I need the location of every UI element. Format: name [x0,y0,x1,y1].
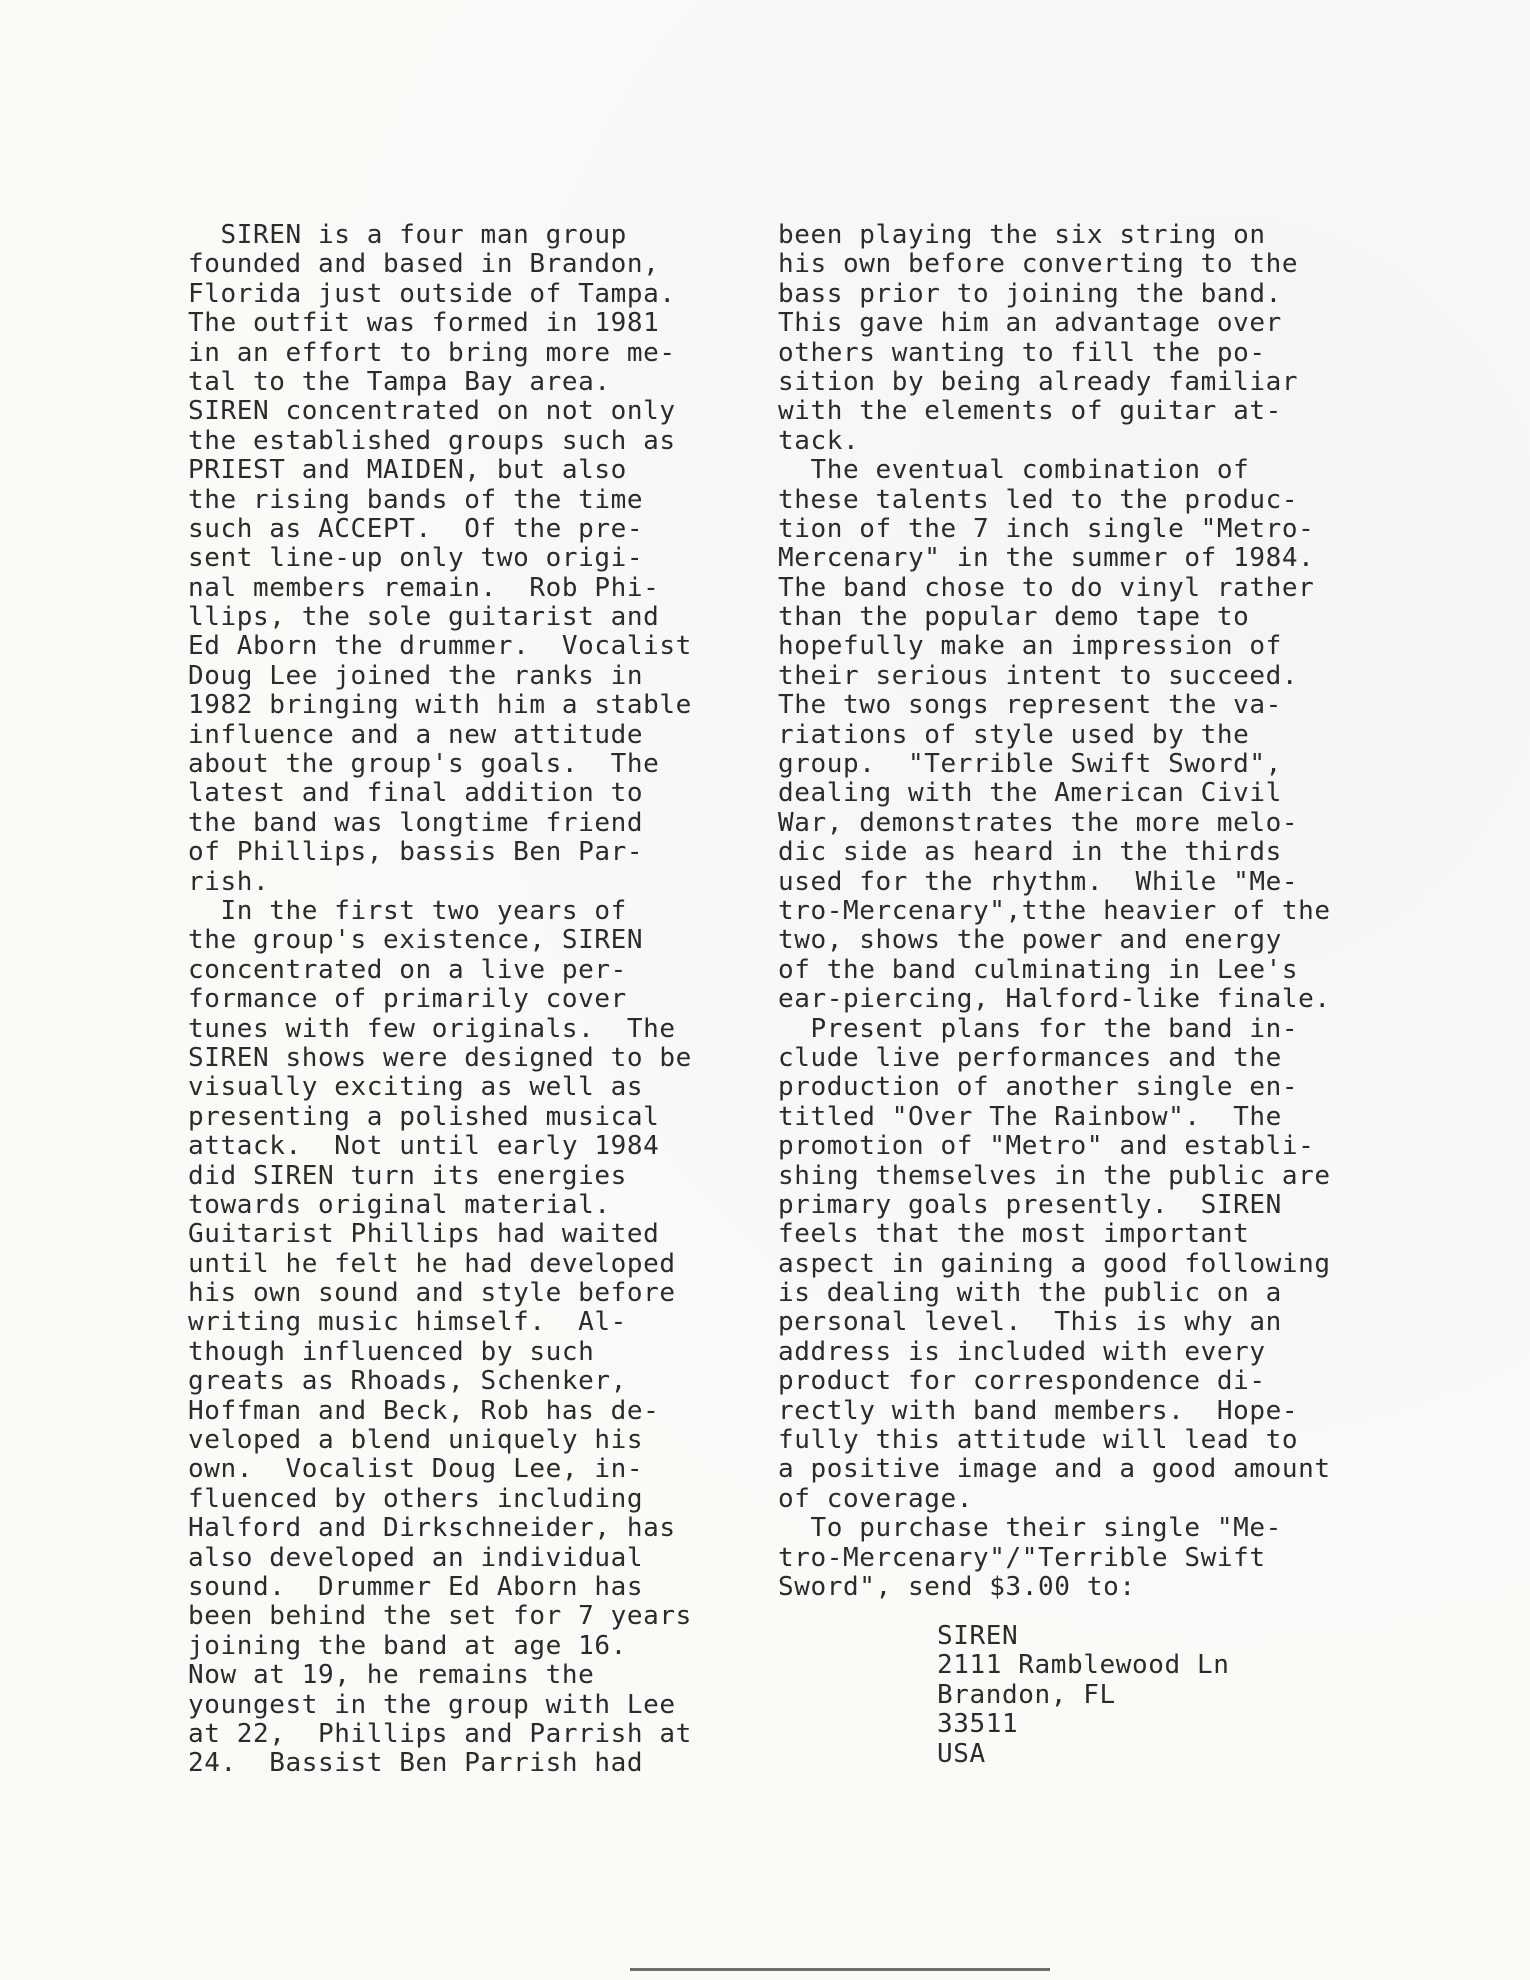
article-line: 1982 bringing with him a stable [188,690,692,721]
article-line: dic side as heard in the thirds [778,837,1282,868]
article-line: PRIEST and MAIDEN, but also [188,455,627,486]
article-line: aspect in gaining a good following [778,1248,1331,1279]
article-line: of Phillips, bassis Ben Par- [188,837,644,868]
article-line: SIREN shows were designed to be [188,1042,692,1073]
article-line: Present plans for the band in- [778,1013,1299,1044]
article-line: these talents led to the produc- [778,484,1299,515]
article-line: two, shows the power and energy [778,925,1282,956]
bottom-rule [630,1968,1050,1971]
article-line: visually exciting as well as [188,1072,644,1103]
article-line: feels that the most important [778,1219,1250,1250]
article-line: riations of style used by the [778,719,1250,750]
article-line: the rising bands of the time [188,484,644,515]
article-line: joining the band at age 16. [188,1630,627,1661]
article-line: of the band culminating in Lee's [778,954,1299,985]
article-line: his own sound and style before [188,1278,676,1309]
article-line: SIREN concentrated on not only [188,396,676,427]
article-line: their serious intent to succeed. [778,660,1299,691]
article-line: attack. Not until early 1984 [188,1131,660,1162]
article-line: shing themselves in the public are [778,1160,1331,1191]
article-line: promotion of "Metro" and establi- [778,1131,1315,1162]
article-line: Hoffman and Beck, Rob has de- [188,1395,660,1426]
article-line: did SIREN turn its energies [188,1160,627,1191]
address-line: Brandon, FL [937,1679,1116,1710]
article-line: hopefully make an impression of [778,631,1282,662]
article-line: towards original material. [188,1189,611,1220]
article-line: The two songs represent the va- [778,690,1282,721]
article-line: ear-piercing, Halford-like finale. [778,984,1331,1015]
article-line: tal to the Tampa Bay area. [188,366,611,397]
article-line: In the first two years of [188,895,627,926]
article-line: nal members remain. Rob Phi- [188,572,660,603]
article-line: This gave him an advantage over [778,308,1282,339]
article-line: Sword", send $3.00 to: [778,1571,1136,1602]
article-line: The band chose to do vinyl rather [778,572,1315,603]
article-line: also developed an individual [188,1542,644,1573]
address-line: 33511 [937,1709,1019,1740]
article-right-column [778,221,1331,1602]
article-line: dealing with the American Civil [778,778,1282,809]
article-line: tion of the 7 inch single "Metro- [778,513,1315,544]
article-line: Halford and Dirkschneider, has [188,1513,676,1544]
article-line: own. Vocalist Doug Lee, in- [188,1454,644,1485]
article-line: concentrated on a live per- [188,954,627,985]
article-line: the established groups such as [188,425,676,456]
article-line: tunes with few originals. The [188,1013,676,1044]
article-line: titled "Over The Rainbow". The [778,1101,1282,1132]
article-line: influence and a new attitude [188,719,644,750]
article-line: personal level. This is why an [778,1307,1282,1338]
article-line: clude live performances and the [778,1042,1282,1073]
article-line: llips, the sole guitarist and [188,602,660,633]
article-line: group. "Terrible Swift Sword", [778,749,1282,780]
article-line: with the elements of guitar at- [778,396,1282,427]
article-line: of coverage. [778,1483,974,1514]
article-line: sound. Drummer Ed Aborn has [188,1571,644,1602]
article-line: youngest in the group with Lee [188,1689,676,1720]
article-line: tro-Mercenary",tthe heavier of the [778,895,1331,926]
mailing-address [937,1622,1230,1769]
article-line: founded and based in Brandon, [188,249,660,280]
article-line: though influenced by such [188,1336,595,1367]
article-line: Doug Lee joined the ranks in [188,660,644,691]
article-line: others wanting to fill the po- [778,337,1266,368]
article-line: Ed Aborn the drummer. Vocalist [188,631,692,662]
article-line: Mercenary" in the summer of 1984. [778,543,1315,574]
article-line: Guitarist Phillips had waited [188,1219,660,1250]
article-line: production of another single en- [778,1072,1299,1103]
article-line: The eventual combination of [778,455,1250,486]
article-line: veloped a blend uniquely his [188,1425,644,1456]
article-line: is dealing with the public on a [778,1278,1282,1309]
article-line: primary goals presently. SIREN [778,1189,1282,1220]
article-line: 24. Bassist Ben Parrish had [188,1748,644,1779]
article-line: bass prior to joining the band. [778,278,1282,309]
article-line: his own before converting to the [778,249,1299,280]
article-line: sition by being already familiar [778,366,1299,397]
article-line: SIREN is a four man group [188,220,627,250]
article-line: tro-Mercenary"/"Terrible Swift [778,1542,1266,1573]
address-line: 2111 Ramblewood Ln [937,1650,1230,1681]
article-line: The outfit was formed in 1981 [188,308,660,339]
article-line: been behind the set for 7 years [188,1601,692,1632]
article-line: until he felt he had developed [188,1248,676,1279]
article-line: than the popular demo tape to [778,602,1250,633]
article-line: Florida just outside of Tampa. [188,278,676,309]
article-left-column [188,221,692,1779]
article-line: To purchase their single "Me- [778,1513,1282,1544]
article-line: formance of primarily cover [188,984,627,1015]
article-line: fully this attitude will lead to [778,1425,1299,1456]
address-line: USA [937,1738,986,1769]
article-line: a positive image and a good amount [778,1454,1331,1485]
article-line: War, demonstrates the more melo- [778,807,1299,838]
article-line: in an effort to bring more me- [188,337,676,368]
article-line: latest and final addition to [188,778,644,809]
article-line: the group's existence, SIREN [188,925,644,956]
article-line: greats as Rhoads, Schenker, [188,1366,627,1397]
article-line: sent line-up only two origi- [188,543,644,574]
address-line: SIREN [937,1621,1019,1651]
article-line: rish. [188,866,270,897]
article-line: rectly with band members. Hope- [778,1395,1299,1426]
article-line: address is included with every [778,1336,1266,1367]
article-line: writing music himself. Al- [188,1307,627,1338]
article-line: tack. [778,425,860,456]
article-line: used for the rhythm. While "Me- [778,866,1299,897]
article-line: the band was longtime friend [188,807,644,838]
article-line: product for correspondence di- [778,1366,1266,1397]
article-line: Now at 19, he remains the [188,1660,595,1691]
article-line: presenting a polished musical [188,1101,660,1132]
article-line: been playing the six string on [778,220,1266,250]
article-line: at 22, Phillips and Parrish at [188,1718,692,1749]
article-line: fluenced by others including [188,1483,644,1514]
article-line: about the group's goals. The [188,749,660,780]
article-line: such as ACCEPT. Of the pre- [188,513,644,544]
